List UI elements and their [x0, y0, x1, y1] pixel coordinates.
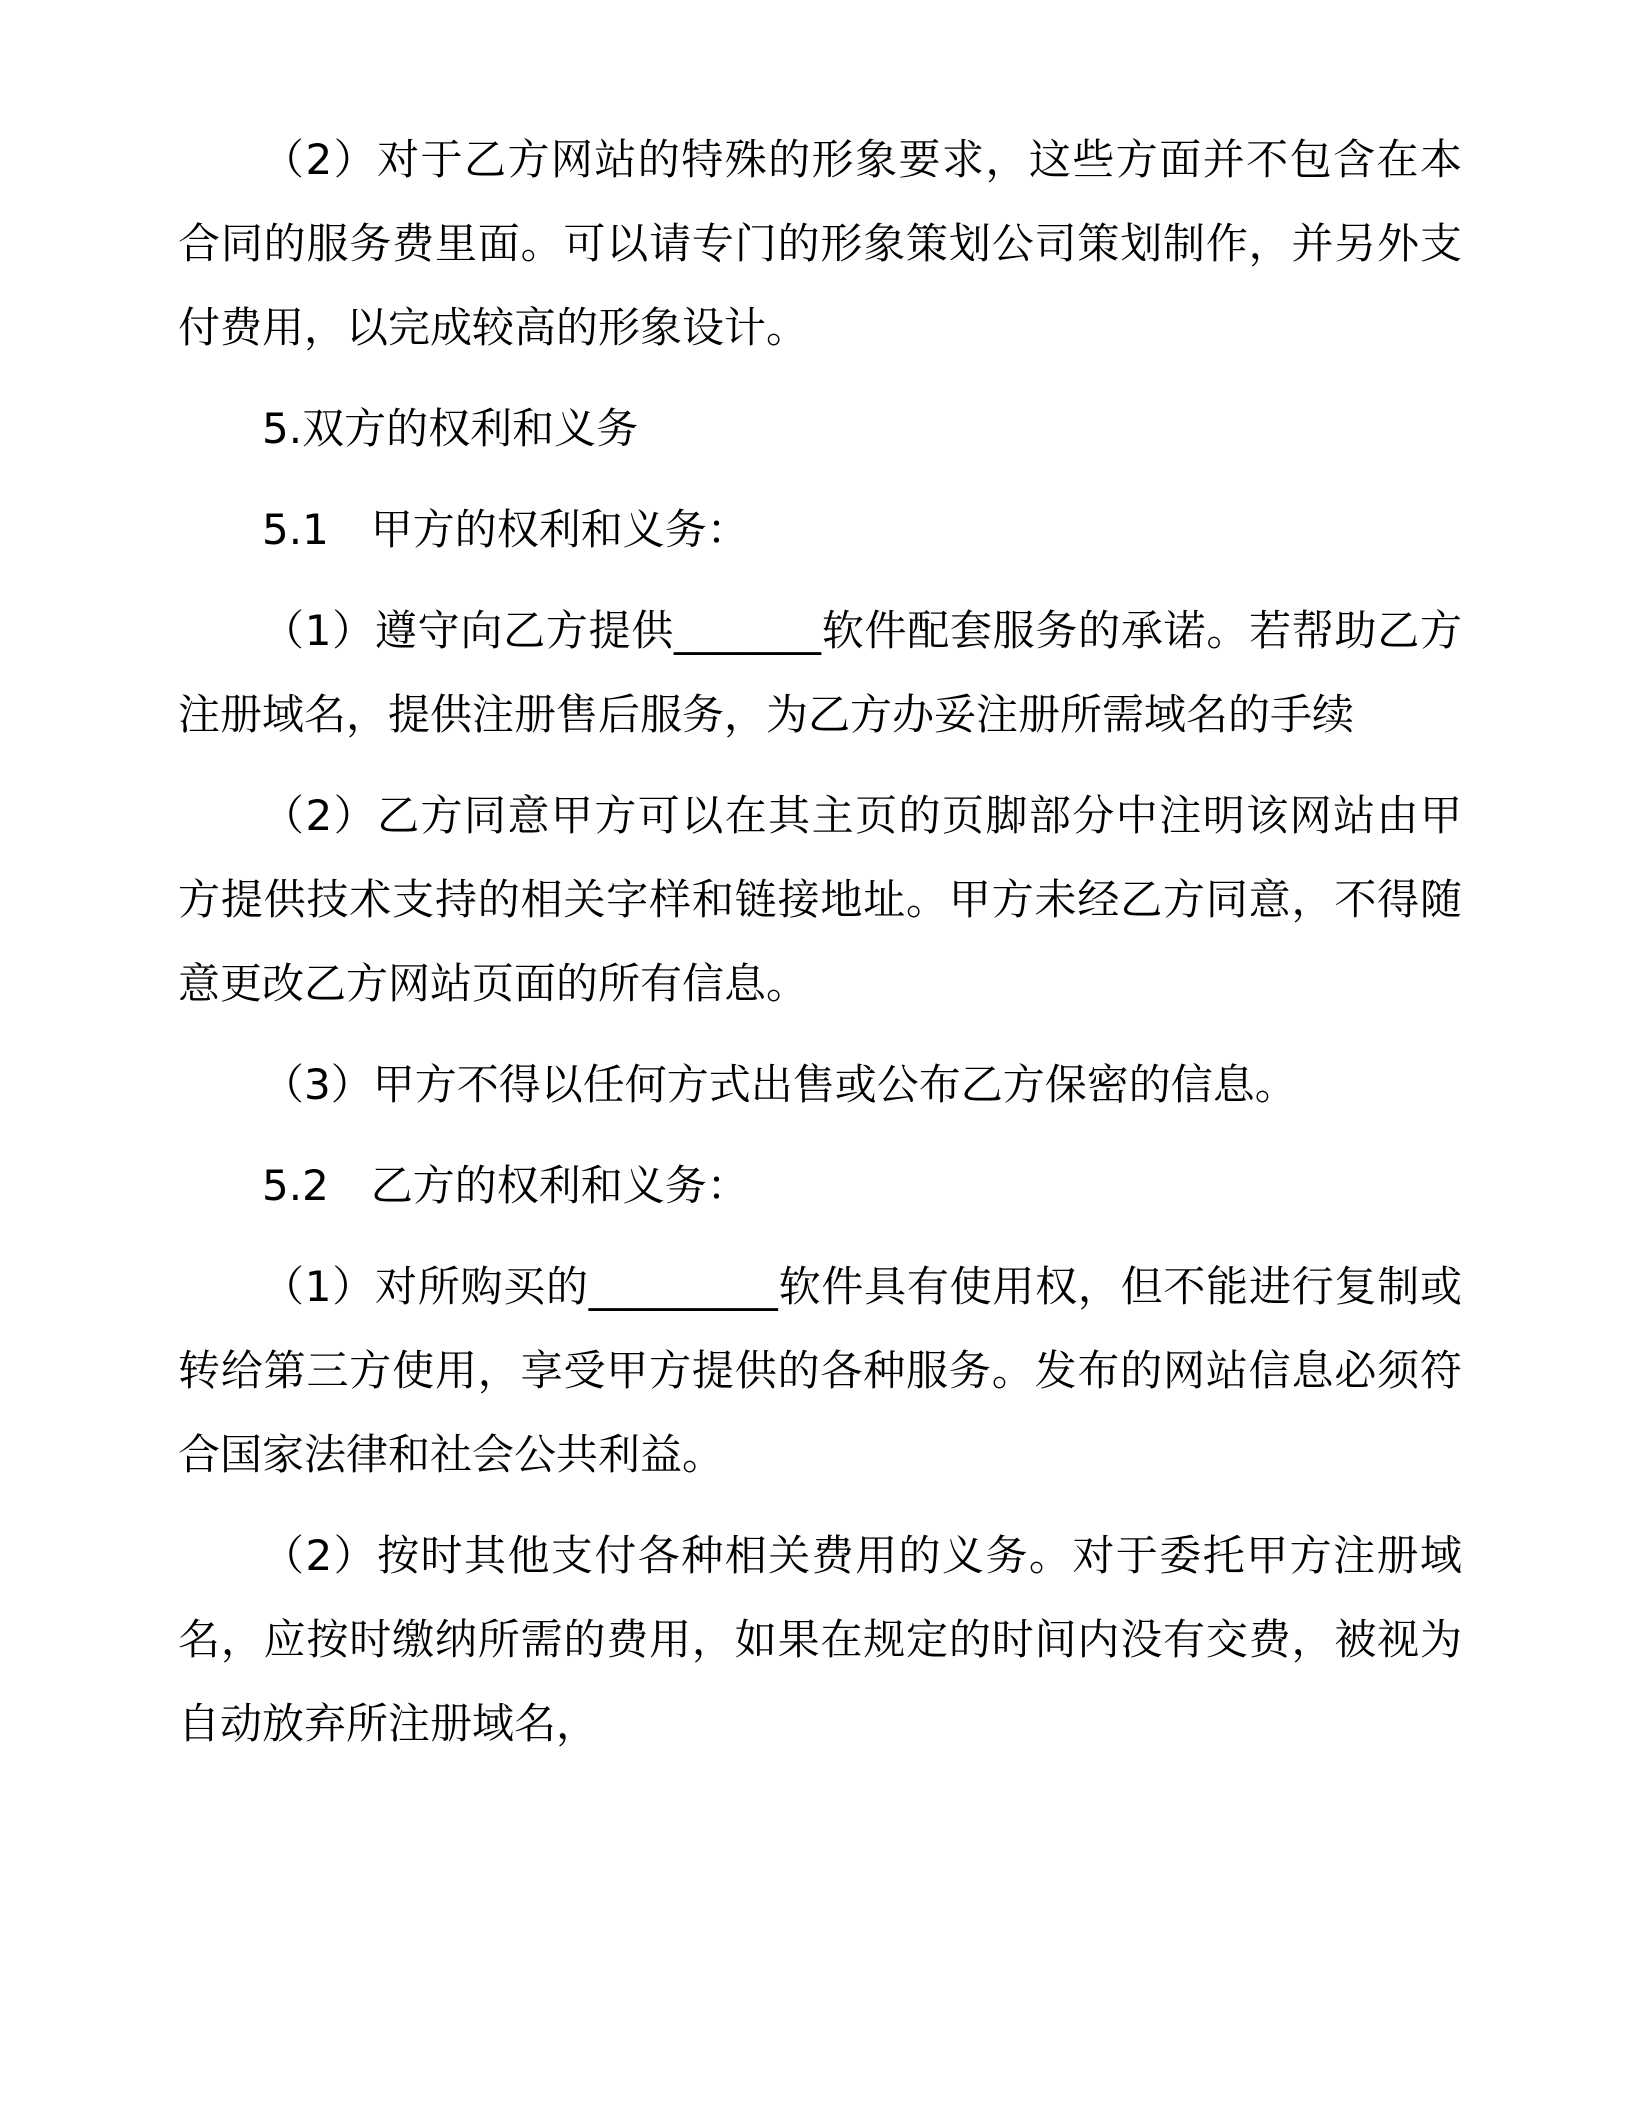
- paragraph-clause-5-2-2: （2）按时其他支付各种相关费用的义务。对于委托甲方注册域名，应按时缴纳所需的费用，如果在规定的时间内没有交费，被视为自动放弃所注册域名，: [178, 1531, 1462, 1748]
- section-heading-5-2: 5.2 乙方的权利和义务：: [262, 1161, 749, 1210]
- paragraph-clause-4-2: （2）对于乙方网站的特殊的形象要求，这些方面并不包含在本合同的服务费里面。可以请专门的形象策划公司策划制作，并另外支付费用，以完成较高的形象设计。: [178, 135, 1462, 352]
- paragraph-clause-5-1-2: （2）乙方同意甲方可以在其主页的页脚部分中注明该网站由甲方提供技术支持的相关字样和链接地址。甲方未经乙方同意，不得随意更改乙方网站页面的所有信息。: [178, 791, 1462, 1008]
- paragraph-clause-5-1-3: （3）甲方不得以任何方式出售或公布乙方保密的信息。: [262, 1060, 1297, 1109]
- section-heading-5-1: 5.1 甲方的权利和义务：: [262, 505, 749, 554]
- paragraph-clause-5-1-1: （1）遵守向乙方提供_______软件配套服务的承诺。若帮助乙方注册域名，提供注册售后服务，为乙方办妥注册所需域名的手续: [178, 606, 1462, 739]
- paragraph-clause-5-2-1: （1）对所购买的_________软件具有使用权，但不能进行复制或转给第三方使用，享受甲方提供的各种服务。发布的网站信息必须符合国家法律和社会公共利益。: [178, 1262, 1462, 1479]
- section-heading-5: 5.双方的权利和义务: [262, 404, 639, 453]
